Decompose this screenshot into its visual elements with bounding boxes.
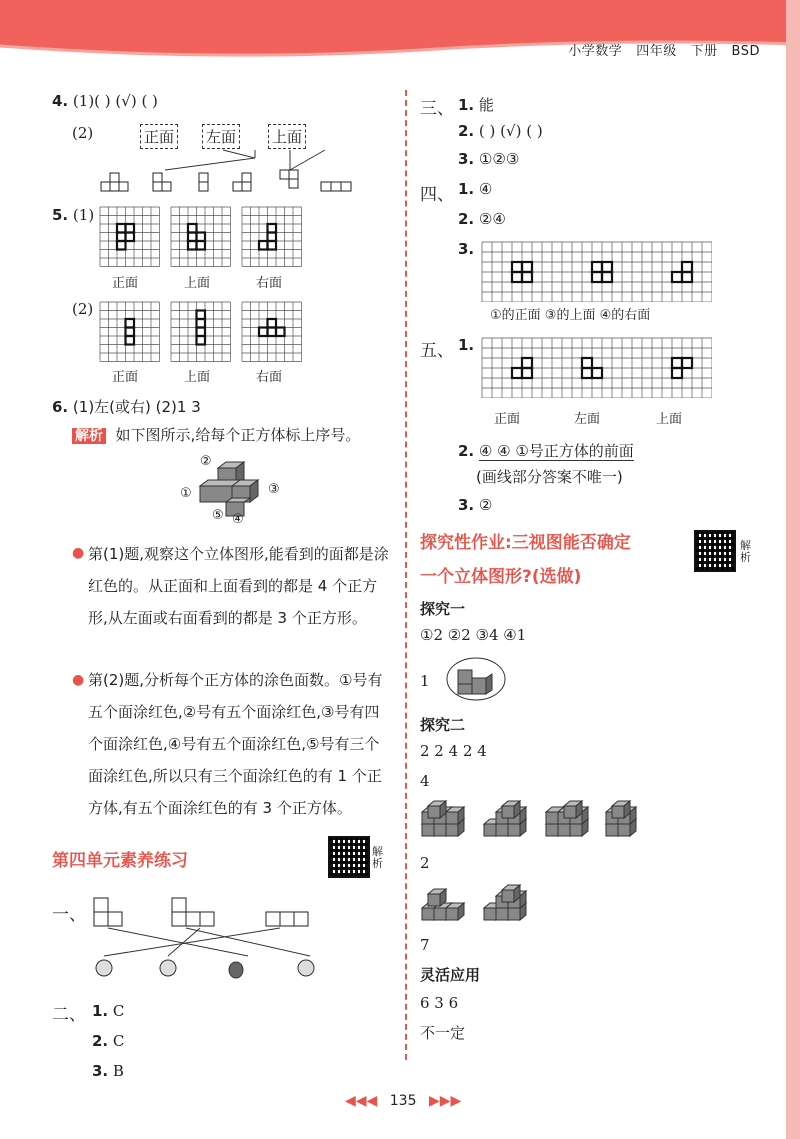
next-arrows-icon: ▶▶▶ bbox=[428, 1093, 462, 1109]
page-number: 135 bbox=[389, 1093, 417, 1109]
column-divider bbox=[405, 90, 407, 1060]
q4-answer1: (1)( ) (√) ( ) bbox=[72, 92, 158, 110]
answer-val: C bbox=[112, 1032, 125, 1050]
q4-view-front: 正面 bbox=[140, 124, 178, 149]
q6-paragraph2: 第(2)题,分析每个正方体的涂色面数。①号有五个面涂红色,②号有五个面涂红色,③号有四个面涂红色,④号有五个面涂红色,⑤号有三个面涂红色,所以只有三个面涂红色的有 1 个正方体,有五个面涂红色的有 3 个正方体。 bbox=[88, 671, 383, 817]
section-2-label: 二、 bbox=[52, 1005, 86, 1025]
answer-val: C bbox=[112, 1002, 125, 1020]
q6-jiexi bbox=[72, 424, 360, 445]
item-num: 3. bbox=[458, 240, 475, 258]
answer-num: 1. bbox=[92, 1002, 109, 1020]
q4-part2-label: (2) bbox=[72, 124, 94, 142]
bulb-icon: ● bbox=[72, 672, 85, 688]
explore-sub3-line1: 6 3 6 bbox=[420, 994, 459, 1012]
q5-label2-front: 正面 bbox=[112, 370, 139, 385]
bulb-icon: ● bbox=[72, 545, 85, 561]
item-val: ①②③ bbox=[478, 150, 520, 168]
cube-label-2: ② bbox=[200, 454, 212, 469]
qr-label: 解析 bbox=[740, 539, 751, 564]
header-term: 下册 bbox=[690, 44, 718, 59]
section-5-label: 五、 bbox=[420, 341, 454, 361]
q5-grids-1 bbox=[98, 205, 308, 269]
page-footer bbox=[345, 1093, 461, 1109]
cube-label-3: ③ bbox=[268, 482, 280, 497]
item-val: ② bbox=[478, 496, 493, 514]
s4-item1 bbox=[458, 180, 492, 198]
explore-sub3-line2: 不一定 bbox=[420, 1024, 466, 1042]
q5-row bbox=[52, 206, 94, 224]
item-val: ④ ④ ①号正方体的前面 bbox=[478, 442, 634, 460]
explore-sub1: 探究一 bbox=[420, 600, 466, 618]
explore-sub3: 灵活应用 bbox=[420, 966, 481, 984]
q4-row1 bbox=[52, 92, 158, 110]
q6-paragraph1: 第(1)题,观察这个立体图形,能看到的面都是涂红色的。从正面和上面看到的都是 4 个正方形,从左面或右面看到的都是 3 个正方形。 bbox=[88, 545, 389, 627]
jiexi-text: 如下图所示,给每个正方体标上序号。 bbox=[115, 426, 361, 444]
header-subject: 小学数学 bbox=[568, 44, 623, 59]
section-3-label: 三、 bbox=[420, 99, 454, 119]
q5-label2-top: 上面 bbox=[184, 370, 211, 385]
item-val: ②④ bbox=[478, 210, 506, 228]
s4-grid-caption: ①的正面 ③的上面 ④的右面 bbox=[490, 308, 651, 323]
q5-label2-right: 右面 bbox=[256, 370, 283, 385]
q4-view-left: 左面 bbox=[202, 124, 240, 149]
s3-item3 bbox=[458, 150, 519, 168]
page-edge-strip bbox=[786, 0, 800, 1139]
q6-answer: (1)左(或右) (2)1 3 bbox=[72, 398, 201, 416]
q5-part1: (1) bbox=[72, 206, 95, 224]
qr-code-icon[interactable] bbox=[694, 530, 736, 572]
unit4-answer-2 bbox=[92, 1032, 124, 1050]
qr-label: 解析 bbox=[372, 845, 383, 870]
explore-sub2-line2: 4 bbox=[420, 772, 430, 790]
item-num: 2. bbox=[458, 442, 475, 460]
item-num: 1. bbox=[458, 180, 475, 198]
unit4-matching bbox=[80, 894, 340, 986]
q5-label-front: 正面 bbox=[112, 276, 139, 291]
s3-item1 bbox=[458, 94, 494, 115]
explore-title-2: 一个立体图形?(选做) bbox=[420, 567, 582, 587]
s5-label-top: 上面 bbox=[656, 412, 683, 427]
explore-cube-row1 bbox=[418, 796, 668, 848]
item-num: 1. bbox=[458, 96, 475, 114]
explore-title-1: 探究性作业:三视图能否确定 bbox=[420, 533, 631, 553]
qr-code-icon[interactable] bbox=[328, 836, 370, 878]
s4-grid bbox=[480, 240, 712, 302]
jiexi-tag: 解析 bbox=[72, 428, 106, 444]
q6-row bbox=[52, 396, 201, 417]
q6-number: 6. bbox=[52, 398, 69, 416]
item-val: 能 bbox=[478, 96, 494, 114]
header-grade: 四年级 bbox=[636, 44, 677, 59]
answer-val: B bbox=[112, 1062, 124, 1080]
s3-item2 bbox=[458, 122, 543, 140]
item-num: 3. bbox=[458, 496, 475, 514]
explore-sub2-line4: 7 bbox=[420, 936, 430, 954]
s4-item3 bbox=[458, 240, 474, 258]
q4-number: 4. bbox=[52, 92, 69, 110]
cube-label-1: ① bbox=[180, 486, 192, 501]
section-1-label: 一、 bbox=[52, 905, 86, 925]
prev-arrows-icon: ◀◀◀ bbox=[345, 1093, 378, 1109]
header-title bbox=[568, 40, 760, 59]
cube-label-5: ⑤ bbox=[212, 508, 224, 523]
q5-label-right: 右面 bbox=[256, 276, 283, 291]
header-banner bbox=[0, 0, 800, 70]
q5-label-top: 上面 bbox=[184, 276, 211, 291]
item-num: 3. bbox=[458, 150, 475, 168]
s4-item2 bbox=[458, 210, 506, 228]
q5-part2: (2) bbox=[72, 300, 94, 318]
unit4-answer-3 bbox=[92, 1062, 124, 1080]
item-num: 2. bbox=[458, 210, 475, 228]
explore-cube-figure bbox=[446, 656, 508, 702]
unit4-title: 第四单元素养练习 bbox=[52, 851, 188, 871]
explore-sub2-line3: 2 bbox=[420, 854, 430, 872]
explore-cube-row2 bbox=[418, 880, 548, 932]
s5-item2 bbox=[458, 440, 634, 461]
unit4-answer-1 bbox=[92, 1002, 124, 1020]
q5-grids-2 bbox=[98, 300, 308, 364]
cube-label-4: ④ bbox=[232, 512, 244, 527]
s5-item2-note: (画线部分答案不唯一) bbox=[476, 468, 623, 486]
answer-num: 3. bbox=[92, 1062, 109, 1080]
q4-view-top: 上面 bbox=[268, 124, 306, 149]
item-val: ( ) (√) ( ) bbox=[478, 122, 543, 140]
explore-sub1-answer: ①2 ②2 ③4 ④1 bbox=[420, 626, 527, 644]
explore-sub2: 探究二 bbox=[420, 716, 466, 734]
explore-sub2-line1: 2 2 4 2 4 bbox=[420, 742, 487, 760]
item-val: ④ bbox=[478, 180, 493, 198]
q4-matching-figures bbox=[95, 146, 360, 194]
s5-item1-num: 1. bbox=[458, 336, 475, 354]
header-edition: BSD bbox=[731, 44, 760, 59]
answer-num: 2. bbox=[92, 1032, 109, 1050]
s5-grid bbox=[480, 336, 712, 398]
item-num: 2. bbox=[458, 122, 475, 140]
s5-label-front: 正面 bbox=[494, 412, 521, 427]
explore-sub1-num: 1 bbox=[420, 672, 430, 690]
q5-number: 5. bbox=[52, 206, 69, 224]
s5-item3 bbox=[458, 496, 492, 514]
s5-label-left: 左面 bbox=[574, 412, 601, 427]
section-4-label: 四、 bbox=[420, 185, 454, 205]
